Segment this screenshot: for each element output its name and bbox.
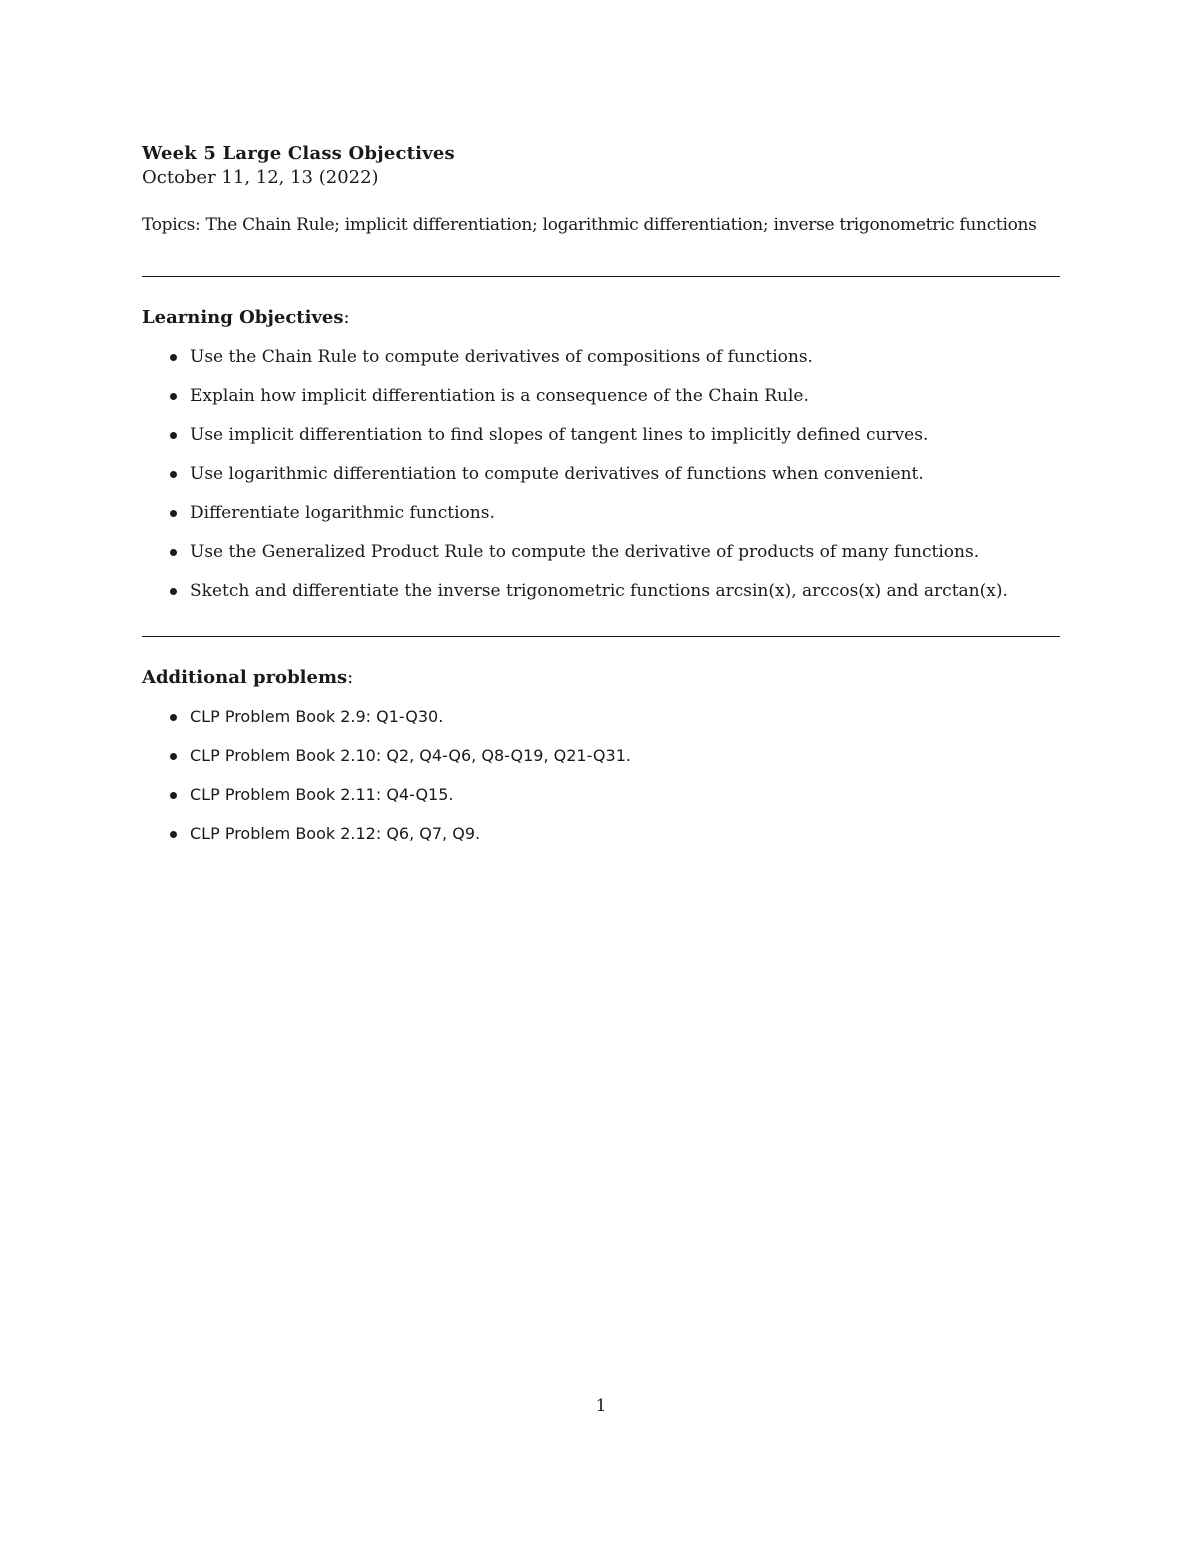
bullet-icon: [170, 471, 177, 478]
objective-text: Use the Generalized Product Rule to compute the derivative of products of many functions.: [190, 542, 980, 562]
list-item: [142, 424, 1008, 463]
objective-text: Differentiate logarithmic functions.: [190, 503, 495, 523]
problems-list: [142, 706, 631, 862]
page-number: 1: [595, 1396, 607, 1416]
objective-text: Sketch and differentiate the inverse trigonometric functions arcsin(x), arccos(x) and arctan(x).: [190, 581, 1008, 601]
bullet-icon: [170, 510, 177, 517]
problem-text: CLP Problem Book 2.12: Q6, Q7, Q9.: [190, 824, 481, 843]
horizontal-rule: [142, 276, 1060, 277]
bullet-icon: [170, 714, 177, 721]
objectives-heading: Learning Objectives:: [142, 307, 350, 328]
list-item: [142, 706, 631, 745]
list-item: [142, 784, 631, 823]
bullet-icon: [170, 393, 177, 400]
problem-text: CLP Problem Book 2.11: Q4-Q15.: [190, 785, 454, 804]
objectives-heading-text: Learning Objectives: [142, 307, 344, 328]
list-item: [142, 823, 631, 862]
list-item: [142, 541, 1008, 580]
horizontal-rule: [142, 636, 1060, 637]
topics-line: Topics: The Chain Rule; implicit differentiation; logarithmic differentiation; inverse trigonometric functions: [142, 215, 1037, 235]
list-item: [142, 385, 1008, 424]
bullet-icon: [170, 432, 177, 439]
objective-text: Use implicit differentiation to find slopes of tangent lines to implicitly defined curves.: [190, 425, 929, 445]
bullet-icon: [170, 753, 177, 760]
bullet-icon: [170, 831, 177, 838]
document-page: [142, 0, 1060, 1553]
objective-text: Explain how implicit differentiation is a consequence of the Chain Rule.: [190, 386, 809, 406]
bullet-icon: [170, 549, 177, 556]
document-title: Week 5 Large Class Objectives: [142, 143, 455, 164]
list-item: [142, 502, 1008, 541]
objectives-list: [142, 346, 1008, 619]
problems-heading: Additional problems:: [142, 667, 354, 688]
problems-heading-text: Additional problems: [142, 667, 348, 688]
list-item: [142, 580, 1008, 619]
document-date: October 11, 12, 13 (2022): [142, 167, 379, 188]
bullet-icon: [170, 792, 177, 799]
problem-text: CLP Problem Book 2.10: Q2, Q4-Q6, Q8-Q19, Q21-Q31.: [190, 746, 631, 765]
list-item: [142, 463, 1008, 502]
bullet-icon: [170, 354, 177, 361]
list-item: [142, 745, 631, 784]
list-item: [142, 346, 1008, 385]
objective-text: Use logarithmic differentiation to compute derivatives of functions when convenient.: [190, 464, 924, 484]
problem-text: CLP Problem Book 2.9: Q1-Q30.: [190, 707, 444, 726]
bullet-icon: [170, 588, 177, 595]
objective-text: Use the Chain Rule to compute derivatives of compositions of functions.: [190, 347, 813, 367]
